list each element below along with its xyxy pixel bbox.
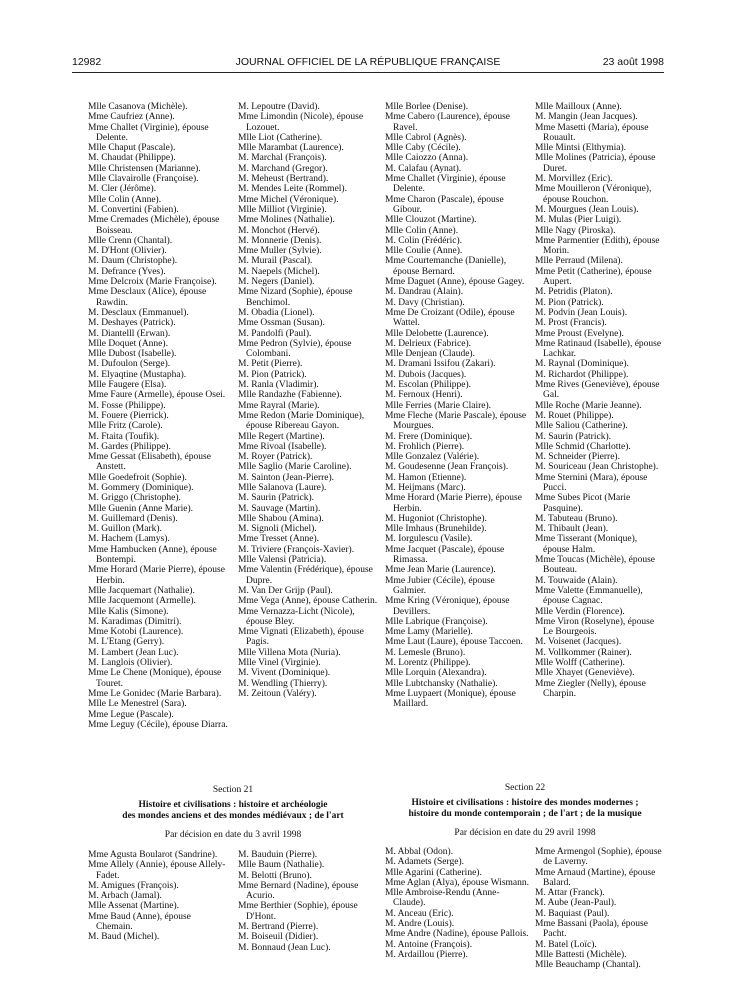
name-entry: Mlle Battesti (Michèle).	[535, 949, 627, 960]
name-entry: M. Wendling (Thierry).	[238, 678, 328, 689]
name-entry: M. Arbach (Jamal).	[88, 891, 162, 902]
name-entry: Mlle Milliot (Virginie).	[238, 204, 327, 215]
name-entry: Mlle Guenin (Anne Marie).	[88, 503, 193, 514]
name-entry: M. Gardes (Philippe).	[88, 441, 171, 452]
name-entry: Mme Agusta Boularot (Sandrine).	[88, 850, 218, 860]
name-entry: M. Guillemard (Denis).	[88, 513, 178, 524]
name-entry: Mlle Labrique (Françoise).	[385, 616, 488, 627]
name-entry: Mme Faure (Armelle), épouse Osei.	[88, 390, 226, 401]
name-entry: Mlle Wolff (Catherine).	[535, 658, 625, 669]
names-column-4	[535, 102, 665, 699]
name-entry: M. Triviere (François-Xavier).	[238, 544, 355, 555]
name-entry: Mme Ossman (Susan).	[238, 318, 325, 329]
name-entry: Mme Jean Marie (Laurence).	[385, 565, 496, 576]
name-entry: Mlle Cabrol (Agnès).	[385, 132, 467, 143]
name-entry: Mlle Valensi (Patricia).	[238, 555, 327, 566]
name-entry: M. Fernoux (Henri).	[385, 390, 463, 401]
name-entry: Mlle Clavairolle (Françoise).	[88, 174, 199, 185]
name-entry: Mme Kring (Véronique), épouse Devillers.	[385, 596, 510, 617]
name-entry: M. Bonnaud (Jean Luc).	[238, 942, 331, 953]
name-entry: Mlle Shabou (Amina).	[238, 513, 324, 524]
name-entry: Mlle Lorquin (Alexandra).	[385, 668, 487, 679]
name-entry: M. Abbal (Odon).	[385, 847, 454, 857]
name-entry: Mme Legue (Pascale).	[88, 709, 174, 720]
name-entry: M. Sainton (Jean-Pierre).	[238, 472, 335, 483]
name-entry: Mme Leguy (Cécile), épouse Diarra.	[88, 719, 228, 730]
name-entry: M. Aube (Jean-Paul).	[535, 898, 617, 909]
name-entry: Mme Cabero (Laurence), épouse Ravel.	[385, 112, 511, 133]
name-entry: Mme Ziegler (Nelly), épouse Charpin.	[535, 678, 646, 699]
name-entry: M. Ranla (Vladimir).	[238, 380, 319, 391]
name-entry: Mme Bernard (Nadine), épouse Acurio.	[238, 880, 359, 902]
name-entry: Mme Rayral (Marie).	[238, 400, 320, 411]
name-entry: Mme Petit (Catherine), épouse Aupert.	[535, 266, 652, 288]
name-entry: Mme Gessat (Elisabeth), épouse Anstett.	[88, 452, 211, 473]
name-entry: M. Monchot (Hervé).	[238, 225, 320, 236]
name-entry: M. Antoine (François).	[385, 939, 473, 950]
name-entry: M. Cler (Jérôme).	[88, 184, 157, 195]
name-entry: M. Mangin (Jean Jacques).	[535, 112, 638, 123]
name-entry: M. Frohlich (Pierre).	[385, 441, 465, 452]
name-entry: M. Raynal (Dominique).	[535, 359, 629, 370]
name-entry: Mlle Imhaus (Brunehilde).	[385, 524, 487, 535]
name-entry: Mme Armengol (Sophie), épouse de Laverny.	[535, 847, 662, 868]
name-entry: Mme Challet (Virginie), épouse Delente.	[88, 122, 209, 143]
name-entry: M. Rouet (Philippe).	[535, 410, 614, 421]
name-entry: Mme Viron (Roselyne), épouse Le Bourgeois.	[535, 616, 655, 638]
name-entry: M. Karadimas (Dimitri).	[88, 616, 182, 627]
name-entry: Mlle Crenn (Chantal).	[88, 235, 173, 246]
name-entry: Mme Desclaux (Alice), épouse Rawdin.	[88, 287, 207, 308]
name-entry: Mlle Regert (Martine).	[238, 431, 325, 442]
name-entry: M. Belotti (Bruno).	[238, 870, 312, 881]
name-entry: M. Fouere (Pierrick).	[88, 410, 169, 421]
name-entry: Mme Arnaud (Martine), épouse Balard.	[535, 867, 656, 888]
name-entry: M. Dramani Issifou (Zakari).	[385, 359, 496, 370]
name-entry: M. Pion (Patrick).	[238, 369, 307, 380]
name-entry: Mlle Jacquemart (Nathalie).	[88, 585, 195, 596]
name-entry: Mme Jubier (Cécile), épouse Galmier.	[385, 575, 495, 596]
name-entry: M. Lepoutre (David).	[238, 102, 320, 112]
name-entry: M. Desclaux (Emmanuel).	[88, 307, 189, 318]
names-column-3	[385, 102, 530, 710]
section-21-subject-line-2: des mondes anciens et des mondes médiévaux ; de l'art	[122, 811, 344, 821]
name-entry: Mlle Agarini (Catherine).	[385, 867, 482, 878]
name-entry: M. Lemesle (Bruno).	[385, 647, 466, 658]
name-entry: M. Lorentz (Philippe).	[385, 658, 471, 669]
name-entry: M. Batel (Loïc).	[535, 939, 597, 950]
page-number: 12982	[72, 56, 102, 68]
name-entry: M. Touwaide (Alain).	[535, 575, 618, 586]
name-entry: M. Bauduin (Pierre).	[238, 850, 318, 860]
name-entry: Mme Limondin (Nicole), épouse Lozouet.	[238, 112, 364, 133]
name-entry: Mlle Dubost (Isabelle).	[88, 349, 177, 360]
name-entry: Mlle Coulie (Anne).	[385, 246, 463, 257]
name-entry: Mlle Jacquemont (Armelle).	[88, 596, 196, 607]
name-entry: Mme Laut (Laure), épouse Taccoen.	[385, 637, 523, 648]
name-entry: M. Souriceau (Jean Christophe).	[535, 462, 659, 473]
name-entry: M. Andre (Louis).	[385, 919, 455, 930]
name-entry: Mme Sternini (Mara), épouse Pucci.	[535, 472, 648, 493]
name-entry: Mme Rivoal (Isabelle).	[238, 441, 327, 452]
name-entry: M. Langlois (Olivier).	[88, 658, 173, 669]
section-22-column-2	[535, 847, 665, 971]
name-entry: Mlle Le Menestrel (Sara).	[88, 699, 187, 710]
section-21-heading	[88, 785, 378, 841]
name-entry: M. Podvin (Jean Louis).	[535, 307, 628, 318]
name-entry: Mme Molines (Nathalie).	[238, 215, 335, 226]
name-entry: Mme De Croizant (Odile), épouse Wattel.	[385, 307, 515, 329]
name-entry: Mlle Roche (Marie Jeanne).	[535, 400, 642, 411]
section-21-subject-line-1: Histoire et civilisations : histoire et archéologie	[138, 800, 328, 810]
name-entry: Mme Masetti (Maria), épouse Rouault.	[535, 122, 649, 143]
name-entry: Mme Tresset (Anne).	[238, 534, 320, 545]
name-entry: Mme Allely (Annie), épouse Allely-Fadet.	[88, 860, 226, 881]
name-entry: M. Schneider (Pierre).	[535, 452, 620, 463]
name-entry: M. Daum (Christophe).	[88, 256, 178, 267]
name-entry: Mme Michel (Véronique).	[238, 194, 339, 205]
name-entry: Mlle Gonzalez (Valérie).	[385, 452, 480, 463]
name-entry: M. Iorgulescu (Vasile).	[385, 534, 473, 545]
name-entry: Mlle Baum (Nathalie).	[238, 860, 325, 871]
name-entry: Mlle Perraud (Milena).	[535, 256, 623, 267]
name-entry: Mlle Assenat (Martine).	[88, 901, 180, 912]
name-entry: M. Saurin (Patrick).	[238, 493, 314, 504]
section-22-subject-line-2: histoire du monde contemporain ; de l'art ; de la musique	[408, 809, 642, 819]
name-entry: Mme Challet (Virginie), épouse Delente.	[385, 174, 506, 195]
name-entry: Mlle Colin (Anne).	[88, 194, 162, 205]
name-entry: Mlle Faugere (Elsa).	[88, 380, 167, 391]
name-entry: M. Gommery (Dominique).	[88, 482, 194, 493]
name-entry: Mme Rives (Geneviève), épouse Gal.	[535, 380, 660, 401]
name-entry: M. Signoli (Michel).	[238, 524, 317, 535]
name-entry: Mme Horard (Marie Pierre), épouse Herbin.	[88, 565, 225, 586]
section-22-decision: Par décision en date du 29 avril 1998	[454, 828, 596, 838]
name-entry: M. Marchal (François).	[238, 153, 327, 164]
name-entry: Mlle Villena Mota (Nuria).	[238, 647, 341, 658]
name-entry: Mlle Nagy (Piroska).	[535, 225, 616, 236]
section-22-column-1	[385, 847, 530, 960]
name-entry: Mlle Salanova (Laure).	[238, 482, 327, 493]
name-entry: M. Tabuteau (Bruno).	[535, 513, 618, 524]
name-entry: Mme Toucas (Michèle), épouse Bouteau.	[535, 555, 655, 576]
name-entry: M. Thibault (Jean).	[535, 524, 609, 535]
name-entry: Mme Caufriez (Anne).	[88, 112, 175, 123]
journal-title: JOURNAL OFFICIEL DE LA RÉPUBLIQUE FRANÇAISE	[235, 56, 501, 68]
name-entry: M. Goudesenne (Jean François).	[385, 462, 509, 473]
name-entry: Mme Le Chene (Monique), épouse Touret.	[88, 668, 222, 689]
name-entry: Mme Kotobi (Laurence).	[88, 627, 184, 638]
name-entry: M. Ftaita (Toufik).	[88, 431, 160, 442]
name-entry: Mme Courtemanche (Danielle), épouse Bernard.	[385, 256, 507, 277]
names-column-1	[88, 102, 228, 730]
section-21-column-1	[88, 850, 228, 943]
name-entry: Mme Jacquet (Pascale), épouse Rimassa.	[385, 544, 505, 566]
name-entry: Mlle Fritz (Carole).	[88, 421, 163, 432]
name-entry: M. Boiseuil (Didier).	[238, 932, 319, 943]
name-entry: M. Mourgues (Jean Louis).	[535, 204, 639, 215]
name-entry: M. Baud (Michel).	[88, 932, 160, 943]
name-entry: M. Marchand (Gregor).	[238, 163, 328, 174]
section-21-title: Section 21	[212, 785, 254, 795]
page-header	[72, 56, 664, 70]
name-entry: Mlle Doquet (Anne).	[88, 338, 168, 349]
name-entry: Mlle Liot (Catherine).	[238, 132, 323, 143]
name-entry: Mme Charon (Pascale), épouse Gibour.	[385, 194, 504, 215]
name-entry: M. Defrance (Yves).	[88, 266, 166, 277]
name-entry: M. Naepels (Michel).	[238, 266, 320, 277]
name-entry: Mlle Mintsi (Elthymia).	[535, 143, 627, 154]
name-entry: Mme Lamy (Marielle).	[385, 627, 473, 638]
name-entry: Mme Le Gonidec (Marie Barbara).	[88, 688, 222, 699]
name-entry: Mme Bassani (Paola), épouse Pacht.	[535, 919, 648, 940]
name-entry: Mme Ratinaud (Isabelle), épouse Lachkar.	[535, 338, 662, 360]
name-entry: M. Calafau (Aynat).	[385, 163, 462, 174]
section-21-column-2	[238, 850, 378, 953]
name-entry: M. Heijmans (Marc).	[385, 482, 466, 493]
name-entry: Mlle Casanova (Michèle).	[88, 102, 188, 112]
name-entry: Mme Pedron (Sylvie), épouse Colombani.	[238, 338, 352, 360]
names-column-2	[238, 102, 378, 699]
name-entry: M. Monnerie (Denis).	[238, 235, 322, 246]
name-entry: Mlle Borlee (Denise).	[385, 102, 469, 112]
name-entry: M. Elyaqtine (Mustapha).	[88, 369, 187, 380]
name-entry: Mlle Ferries (Marie Claire).	[385, 400, 492, 411]
name-entry: Mlle Chaput (Pascale).	[88, 143, 176, 154]
name-entry: Mlle Goedefroit (Sophie).	[88, 472, 187, 483]
name-entry: M. Mendes Leite (Rommel).	[238, 184, 347, 195]
name-entry: M. Richardot (Philippe).	[535, 369, 629, 380]
name-entry: Mme Berthier (Sophie), épouse D'Hont.	[238, 901, 358, 922]
name-entry: Mlle Denjean (Claude).	[385, 349, 475, 360]
name-entry: M. Voisenet (Jacques).	[535, 637, 622, 648]
name-entry: Mlle Caiozzo (Anna).	[385, 153, 469, 164]
name-entry: Mlle Molines (Patricia), épouse Duret.	[535, 153, 656, 174]
name-entry: M. Bertrand (Pierre).	[238, 922, 319, 933]
name-entry: Mme Subes Picot (Marie Pasquine).	[535, 493, 631, 514]
name-entry: M. Davy (Christian).	[385, 297, 465, 308]
section-21-decision: Par décision en date du 3 avril 1998	[164, 830, 302, 840]
name-entry: M. Convertini (Fabien).	[88, 204, 179, 215]
name-entry: Mme Horard (Marie Pierre), épouse Herbin.	[385, 493, 522, 514]
name-entry: Mlle Marambat (Laurence).	[238, 143, 344, 154]
name-entry: M. D'Hont (Olivier).	[88, 246, 167, 257]
name-entry: M. Pandolfi (Paul).	[238, 328, 312, 339]
name-entry: Mlle Delobette (Laurence).	[385, 328, 489, 339]
name-entry: M. Chaudat (Philippe).	[88, 153, 176, 164]
name-entry: M. Colin (Frédéric).	[385, 235, 463, 246]
name-entry: M. Vivent (Dominique).	[238, 668, 331, 679]
name-entry: Mme Proust (Evelyne).	[535, 328, 624, 339]
section-22-subject-line-1: Histoire et civilisations : histoire des mondes modernes ;	[411, 798, 639, 808]
name-entry: Mlle Vinel (Virginie).	[238, 658, 321, 669]
name-entry: Mme Nizard (Sophie), épouse Benchimol.	[238, 287, 353, 308]
name-entry: M. Meheust (Bertrand).	[238, 174, 329, 185]
name-entry: M. Griggo (Christophe).	[88, 493, 181, 504]
name-entry: M. Guillon (Mark).	[88, 524, 162, 535]
name-entry: M. Deshayes (Patrick).	[88, 318, 176, 329]
name-entry: M. Attar (Franck).	[535, 888, 605, 899]
name-entry: M. Zeitoun (Valéry).	[238, 688, 317, 699]
name-entry: Mme Mouilleron (Véronique), épouse Rouchon.	[535, 184, 652, 205]
name-entry: Mme Daguet (Anne), épouse Gagey.	[385, 277, 525, 288]
name-entry: M. Dubois (Jacques).	[385, 369, 467, 380]
name-entry: M. Amigues (François).	[88, 880, 179, 891]
name-entry: Mme Hambucken (Anne), épouse Bontempi.	[88, 544, 217, 566]
section-22-heading	[385, 783, 665, 839]
name-entry: Mme Baud (Anne), épouse Chemain.	[88, 911, 191, 933]
name-entry: Mlle Beauchamp (Chantal).	[535, 960, 641, 971]
name-entry: M. Baquiast (Paul).	[535, 908, 610, 919]
name-entry: M. Anceau (Eric).	[385, 908, 454, 919]
name-entry: M. Pion (Patrick).	[535, 297, 604, 308]
name-entry: M. Mulas (Pier Luigi).	[535, 215, 622, 226]
name-entry: Mlle Saliou (Catherine).	[535, 421, 628, 432]
name-entry: Mlle Christensen (Marianne).	[88, 163, 201, 174]
name-entry: Mlle Schmid (Charlotte).	[535, 441, 631, 452]
name-entry: M. Petit (Pierre).	[238, 359, 303, 370]
name-entry: Mlle Colin (Anne).	[385, 225, 459, 236]
name-entry: Mme Cremades (Michèle), épouse Boisseau.	[88, 215, 220, 236]
name-entry: Mme Andre (Nadine), épouse Pallois.	[385, 929, 529, 940]
issue-date: 23 août 1998	[602, 56, 664, 68]
name-entry: Mme Tisserant (Monique), épouse Halm.	[535, 534, 638, 555]
name-entry: M. Morvillez (Eric).	[535, 174, 613, 185]
name-entry: Mlle Clouzot (Martine).	[385, 215, 477, 226]
name-entry: Mlle Ambroise-Rendu (Anne-Claude).	[385, 888, 500, 909]
name-entry: M. Hamon (Etienne).	[385, 472, 467, 483]
name-entry: M. Fosse (Philippe).	[88, 400, 166, 411]
name-entry: M. Sauvage (Martin).	[238, 503, 321, 514]
name-entry: Mme Aglan (Alya), épouse Wismann.	[385, 877, 530, 888]
name-entry: Mme Delcroix (Marie Françoise).	[88, 277, 217, 288]
section-22-title: Section 22	[504, 783, 546, 793]
name-entry: M. Obadia (Lionel).	[238, 307, 315, 318]
name-entry: Mlle Saglio (Marie Caroline).	[238, 462, 352, 473]
name-entry: M. Ardaillou (Pierre).	[385, 949, 468, 960]
name-entry: M. Van Der Grijp (Paul).	[238, 585, 333, 596]
name-entry: M. Dufoulon (Serge).	[88, 359, 171, 370]
name-entry: M. Murail (Pascal).	[238, 256, 313, 267]
header-rule	[72, 72, 664, 73]
name-entry: Mlle Xhayet (Geneviève).	[535, 668, 635, 679]
name-entry: M. Dandrau (Alain).	[385, 287, 464, 298]
name-entry: M. Saurin (Patrick).	[535, 431, 611, 442]
name-entry: M. Lambert (Jean Luc).	[88, 647, 179, 658]
name-entry: M. L'Etang (Gerry).	[88, 637, 165, 648]
name-entry: Mlle Kalis (Simone).	[88, 606, 169, 617]
name-entry: M. Diantelll (Erwan).	[88, 328, 171, 339]
name-entry: M. Vollkommer (Rainer).	[535, 647, 632, 658]
name-entry: Mme Parmentier (Edith), épouse Morin.	[535, 235, 660, 257]
name-entry: Mme Redon (Marie Dominique), épouse Ribereau Gayon.	[238, 410, 365, 432]
name-entry: Mme Vignati (Elizabeth), épouse Pagis.	[238, 627, 364, 648]
name-entry: M. Adamets (Serge).	[385, 857, 464, 868]
name-entry: Mlle Verdin (Florence).	[535, 606, 625, 617]
name-entry: M. Negers (Daniel).	[238, 277, 315, 288]
name-entry: Mme Valette (Emmanuelle), épouse Cagnac.	[535, 585, 643, 607]
name-entry: Mlle Lubtchansky (Nathalie).	[385, 678, 498, 689]
name-entry: M. Hugoniot (Christophe).	[385, 513, 487, 524]
name-entry: M. Petridis (Platon).	[535, 287, 613, 298]
name-entry: Mlle Caby (Cécile).	[385, 143, 461, 154]
name-entry: M. Prost (Francis).	[535, 318, 607, 329]
name-entry: Mlle Mailloux (Anne).	[535, 102, 622, 112]
name-entry: M. Royer (Patrick).	[238, 452, 313, 463]
name-entry: Mme Luypaert (Monique), épouse Maillard.	[385, 688, 516, 710]
name-entry: Mme Vega (Anne), épouse Catherin.	[238, 596, 378, 607]
name-entry: Mme Vernazza-Licht (Nicole), épouse Bley.	[238, 606, 355, 627]
name-entry: M. Frere (Dominique).	[385, 431, 473, 442]
name-entry: M. Delrieux (Fabrice).	[385, 338, 471, 349]
name-entry: Mme Fleche (Marie Pascale), épouse Mourgues.	[385, 410, 527, 432]
name-entry: Mme Valentin (Frédérique), épouse Dupre.	[238, 565, 373, 586]
name-entry: M. Hachem (Lamys).	[88, 534, 170, 545]
name-entry: Mme Muller (Sylvie).	[238, 246, 322, 257]
name-entry: Mlle Randazhe (Fabienne).	[238, 390, 342, 401]
name-entry: M. Escolan (Philippe).	[385, 380, 472, 391]
